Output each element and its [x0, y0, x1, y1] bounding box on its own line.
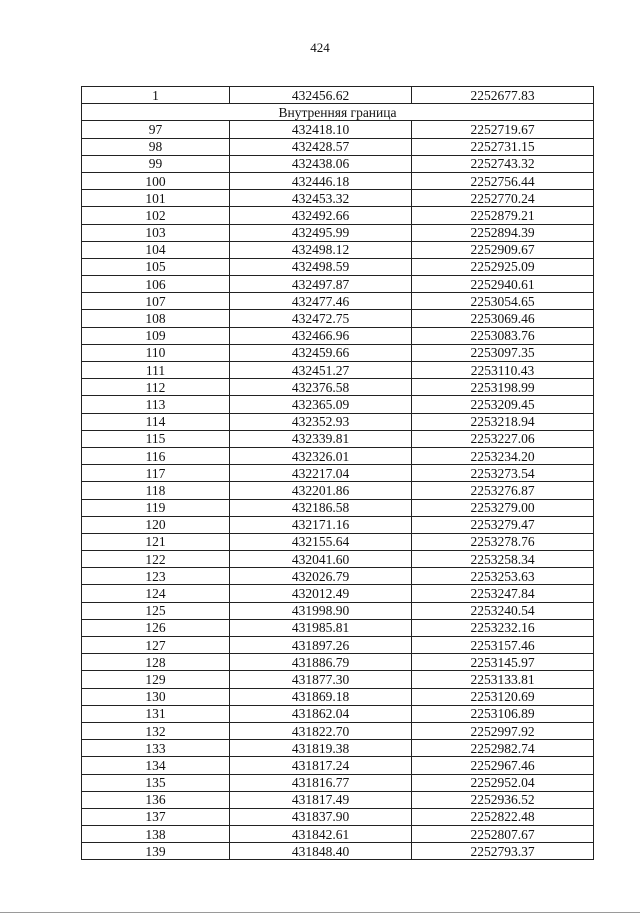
- x-coordinate: 432339.81: [230, 430, 412, 447]
- y-coordinate: 2253273.54: [412, 465, 594, 482]
- y-coordinate: 2253110.43: [412, 362, 594, 379]
- point-number: 129: [82, 671, 230, 688]
- y-coordinate: 2253258.34: [412, 551, 594, 568]
- y-coordinate: 2253198.99: [412, 379, 594, 396]
- y-coordinate: 2252793.37: [412, 843, 594, 860]
- y-coordinate: 2252770.24: [412, 190, 594, 207]
- x-coordinate: 432026.79: [230, 568, 412, 585]
- table-row: [82, 585, 594, 602]
- y-coordinate: 2252909.67: [412, 241, 594, 258]
- y-coordinate: 2253232.16: [412, 619, 594, 636]
- page-bottom-edge: [0, 912, 640, 913]
- point-number: 117: [82, 465, 230, 482]
- point-number: 128: [82, 654, 230, 671]
- point-number: 136: [82, 791, 230, 808]
- y-coordinate: 2252997.92: [412, 722, 594, 739]
- table-row: [82, 344, 594, 361]
- point-number: 137: [82, 808, 230, 825]
- y-coordinate: 2252936.52: [412, 791, 594, 808]
- x-coordinate: 431897.26: [230, 637, 412, 654]
- point-number: 114: [82, 413, 230, 430]
- point-number: 124: [82, 585, 230, 602]
- point-number: 119: [82, 499, 230, 516]
- table-row: [82, 413, 594, 430]
- table-row: [82, 688, 594, 705]
- table-row: [82, 207, 594, 224]
- table-row: [82, 87, 594, 104]
- x-coordinate: 431862.04: [230, 705, 412, 722]
- x-coordinate: 431842.61: [230, 826, 412, 843]
- coordinates-table-body: [82, 87, 594, 860]
- x-coordinate: 432498.59: [230, 258, 412, 275]
- y-coordinate: 2253276.87: [412, 482, 594, 499]
- x-coordinate: 432326.01: [230, 447, 412, 464]
- table-row: [82, 533, 594, 550]
- y-coordinate: 2253227.06: [412, 430, 594, 447]
- x-coordinate: 431877.30: [230, 671, 412, 688]
- point-number: 97: [82, 121, 230, 138]
- x-coordinate: 431816.77: [230, 774, 412, 791]
- table-row: [82, 722, 594, 739]
- point-number: 139: [82, 843, 230, 860]
- x-coordinate: 432495.99: [230, 224, 412, 241]
- y-coordinate: 2252940.61: [412, 276, 594, 293]
- y-coordinate: 2253253.63: [412, 568, 594, 585]
- point-number: 115: [82, 430, 230, 447]
- table-row: [82, 327, 594, 344]
- y-coordinate: 2253278.76: [412, 533, 594, 550]
- point-number: 110: [82, 344, 230, 361]
- table-row: [82, 671, 594, 688]
- point-number: 121: [82, 533, 230, 550]
- table-row: [82, 276, 594, 293]
- y-coordinate: 2253240.54: [412, 602, 594, 619]
- y-coordinate: 2253106.89: [412, 705, 594, 722]
- point-number: 135: [82, 774, 230, 791]
- y-coordinate: 2252982.74: [412, 740, 594, 757]
- table-row: [82, 190, 594, 207]
- table-row: [82, 258, 594, 275]
- x-coordinate: 432497.87: [230, 276, 412, 293]
- table-row: [82, 379, 594, 396]
- table-row: [82, 740, 594, 757]
- table-row: [82, 843, 594, 860]
- x-coordinate: 432418.10: [230, 121, 412, 138]
- point-number: 111: [82, 362, 230, 379]
- x-coordinate: 431848.40: [230, 843, 412, 860]
- table-row: [82, 465, 594, 482]
- y-coordinate: 2253218.94: [412, 413, 594, 430]
- x-coordinate: 432498.12: [230, 241, 412, 258]
- table-row: [82, 172, 594, 189]
- x-coordinate: 431886.79: [230, 654, 412, 671]
- x-coordinate: 432171.16: [230, 516, 412, 533]
- table-row: [82, 774, 594, 791]
- table-row: [82, 654, 594, 671]
- y-coordinate: 2252807.67: [412, 826, 594, 843]
- point-number: 131: [82, 705, 230, 722]
- y-coordinate: 2253120.69: [412, 688, 594, 705]
- table-row: [82, 705, 594, 722]
- coordinates-table: [81, 86, 594, 860]
- x-coordinate: 432012.49: [230, 585, 412, 602]
- x-coordinate: 432438.06: [230, 155, 412, 172]
- point-number: 98: [82, 138, 230, 155]
- x-coordinate: 432217.04: [230, 465, 412, 482]
- x-coordinate: 431822.70: [230, 722, 412, 739]
- table-row: [82, 499, 594, 516]
- point-number: 134: [82, 757, 230, 774]
- x-coordinate: 432459.66: [230, 344, 412, 361]
- y-coordinate: 2253279.47: [412, 516, 594, 533]
- point-number: 107: [82, 293, 230, 310]
- point-number: 1: [82, 87, 230, 104]
- y-coordinate: 2252925.09: [412, 258, 594, 275]
- point-number: 127: [82, 637, 230, 654]
- x-coordinate: 431869.18: [230, 688, 412, 705]
- table-row: [82, 808, 594, 825]
- x-coordinate: 431817.24: [230, 757, 412, 774]
- y-coordinate: 2252952.04: [412, 774, 594, 791]
- point-number: 101: [82, 190, 230, 207]
- y-coordinate: 2253234.20: [412, 447, 594, 464]
- y-coordinate: 2253097.35: [412, 344, 594, 361]
- point-number: 113: [82, 396, 230, 413]
- point-number: 133: [82, 740, 230, 757]
- x-coordinate: 432446.18: [230, 172, 412, 189]
- table-row: [82, 757, 594, 774]
- x-coordinate: 431837.90: [230, 808, 412, 825]
- table-row: [82, 155, 594, 172]
- point-number: 122: [82, 551, 230, 568]
- x-coordinate: 432472.75: [230, 310, 412, 327]
- section-title: Внутренняя граница: [82, 104, 594, 121]
- x-coordinate: 432492.66: [230, 207, 412, 224]
- table-row: [82, 551, 594, 568]
- point-number: 100: [82, 172, 230, 189]
- x-coordinate: 432155.64: [230, 533, 412, 550]
- table-row: [82, 396, 594, 413]
- point-number: 108: [82, 310, 230, 327]
- x-coordinate: 431985.81: [230, 619, 412, 636]
- table-row: [82, 310, 594, 327]
- x-coordinate: 432365.09: [230, 396, 412, 413]
- y-coordinate: 2252719.67: [412, 121, 594, 138]
- x-coordinate: 432466.96: [230, 327, 412, 344]
- x-coordinate: 431817.49: [230, 791, 412, 808]
- y-coordinate: 2253145.97: [412, 654, 594, 671]
- table-row: [82, 121, 594, 138]
- x-coordinate: 431998.90: [230, 602, 412, 619]
- x-coordinate: 432201.86: [230, 482, 412, 499]
- point-number: 120: [82, 516, 230, 533]
- page-number: 424: [310, 40, 330, 55]
- y-coordinate: 2252879.21: [412, 207, 594, 224]
- point-number: 138: [82, 826, 230, 843]
- point-number: 112: [82, 379, 230, 396]
- y-coordinate: 2252743.32: [412, 155, 594, 172]
- x-coordinate: 431819.38: [230, 740, 412, 757]
- table-row: [82, 516, 594, 533]
- table-row: [82, 637, 594, 654]
- x-coordinate: 432186.58: [230, 499, 412, 516]
- y-coordinate: 2252894.39: [412, 224, 594, 241]
- point-number: 102: [82, 207, 230, 224]
- x-coordinate: 432352.93: [230, 413, 412, 430]
- x-coordinate: 432456.62: [230, 87, 412, 104]
- x-coordinate: 432041.60: [230, 551, 412, 568]
- y-coordinate: 2253157.46: [412, 637, 594, 654]
- table-row: [82, 362, 594, 379]
- point-number: 106: [82, 276, 230, 293]
- point-number: 130: [82, 688, 230, 705]
- table-row: [82, 447, 594, 464]
- point-number: 126: [82, 619, 230, 636]
- y-coordinate: 2252822.48: [412, 808, 594, 825]
- table-row: [82, 430, 594, 447]
- point-number: 104: [82, 241, 230, 258]
- x-coordinate: 432428.57: [230, 138, 412, 155]
- table-row: [82, 826, 594, 843]
- table-row: [82, 482, 594, 499]
- point-number: 105: [82, 258, 230, 275]
- table-row: [82, 791, 594, 808]
- x-coordinate: 432376.58: [230, 379, 412, 396]
- y-coordinate: 2253133.81: [412, 671, 594, 688]
- y-coordinate: 2253247.84: [412, 585, 594, 602]
- y-coordinate: 2252967.46: [412, 757, 594, 774]
- y-coordinate: 2253083.76: [412, 327, 594, 344]
- y-coordinate: 2253069.46: [412, 310, 594, 327]
- point-number: 132: [82, 722, 230, 739]
- point-number: 99: [82, 155, 230, 172]
- x-coordinate: 432453.32: [230, 190, 412, 207]
- y-coordinate: 2252677.83: [412, 87, 594, 104]
- section-header-row: [82, 104, 594, 121]
- y-coordinate: 2253209.45: [412, 396, 594, 413]
- point-number: 116: [82, 447, 230, 464]
- y-coordinate: 2253279.00: [412, 499, 594, 516]
- table-row: [82, 224, 594, 241]
- x-coordinate: 432451.27: [230, 362, 412, 379]
- point-number: 109: [82, 327, 230, 344]
- table-row: [82, 568, 594, 585]
- table-row: [82, 241, 594, 258]
- y-coordinate: 2253054.65: [412, 293, 594, 310]
- y-coordinate: 2252756.44: [412, 172, 594, 189]
- y-coordinate: 2252731.15: [412, 138, 594, 155]
- point-number: 125: [82, 602, 230, 619]
- table-row: [82, 138, 594, 155]
- table-row: [82, 602, 594, 619]
- x-coordinate: 432477.46: [230, 293, 412, 310]
- point-number: 123: [82, 568, 230, 585]
- table-row: [82, 293, 594, 310]
- point-number: 118: [82, 482, 230, 499]
- table-row: [82, 619, 594, 636]
- point-number: 103: [82, 224, 230, 241]
